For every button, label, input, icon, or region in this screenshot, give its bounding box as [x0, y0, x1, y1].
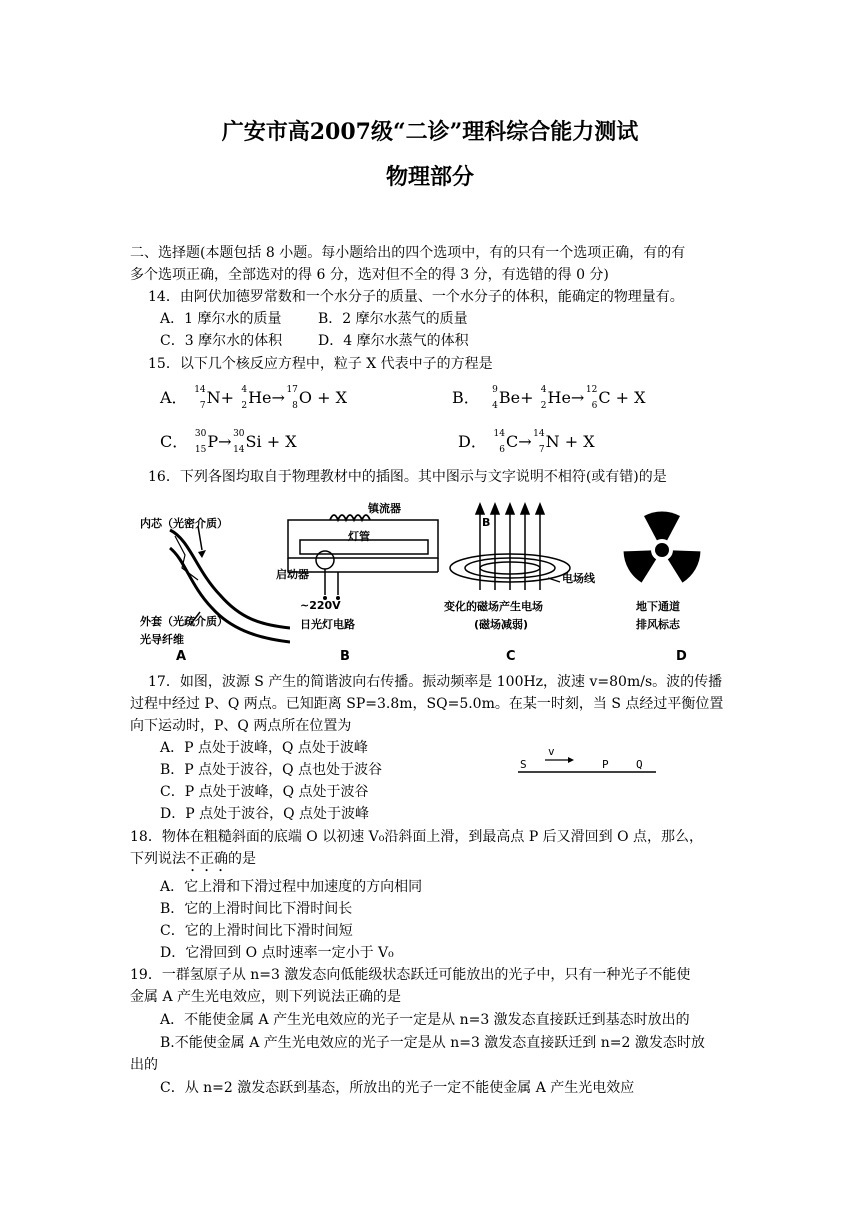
fig-a-letter: A: [176, 649, 187, 664]
fig-b-label-tube: 灯管: [348, 530, 370, 543]
nuc-si30: 30 14: [233, 428, 245, 455]
q15-option-b: B． 9 4 Be+ 4 2 He→ 12 6 C + X: [452, 384, 646, 411]
q19-option-c: C．从 n=2 激发态跃到基态，所放出的光子一定不能使金属 A 产生光电效应: [160, 1080, 635, 1096]
section-intro-line1: 二、选择题(本题包括 8 小题。每小题给出的四个选项中，有的只有一个选项正确，有的有: [130, 245, 686, 261]
q17-option-b: B．P 点处于波谷，Q 点也处于波谷: [160, 762, 383, 778]
q19-option-a: A．不能使金属 A 产生光电效应的光子一定是从 n=3 激发态直接跃迁到基态时放出的: [160, 1012, 690, 1028]
fig-d-letter: D: [676, 649, 687, 664]
fig-a-label-cladding: 外套（光疏介质）: [140, 615, 228, 628]
q17-line2: 过程中经过 P、Q 两点。已知距离 SP=3.8m，SQ=5.0m。在某一时刻，当 S 点经过平衡位置: [130, 696, 724, 712]
fig-a-label-fiber: 光导纤维: [140, 633, 184, 646]
q15-stem: 15．以下几个核反应方程中，粒子 X 代表中子的方程是: [148, 356, 493, 372]
q17-option-d: D．P 点处于波谷，Q 点处于波峰: [160, 806, 370, 822]
section-intro-line2: 多个选项正确，全部选对的得 6 分，选对但不全的得 3 分，有选错的得 0 分): [130, 267, 609, 283]
q14-option-d: D．4 摩尔水蒸气的体积: [318, 333, 469, 349]
q15-c-label: C．: [160, 432, 189, 451]
q19-option-b-line2: 出的: [130, 1057, 158, 1073]
q17-line1: 17．如图，波源 S 产生的简谐波向右传播。振动频率是 100Hz，波速 v=80m/s。波的传播: [148, 674, 723, 690]
q18-option-c: C．它的上滑时间比下滑时间短: [160, 923, 353, 939]
q17-line3: 向下运动时，P、Q 两点所在位置为: [130, 718, 352, 734]
q15-option-d: D． 14 6 C→ 14 7 N + X: [458, 428, 595, 455]
fig-d-label-ventilation: 排风标志: [636, 618, 680, 631]
nuc-n14: 14 7: [194, 384, 206, 411]
q18-option-b: B．它的上滑时间比下滑时间长: [160, 901, 353, 917]
nuc-p30: 30 15: [194, 428, 207, 455]
q18-option-d: D．它滑回到 O 点时速率一定小于 V₀: [160, 945, 394, 961]
nuc-he4: 4 2: [241, 384, 248, 411]
nuc-c14: 14 6: [493, 428, 505, 455]
q17-fig-p: P: [602, 758, 609, 771]
q18-line2: 下列说法不正确的是: [130, 851, 256, 867]
fig-c-label-weakening: (磁场减弱): [474, 618, 529, 631]
fig-b-label-starter: 启动器: [276, 568, 309, 581]
q17-fig-s: S: [520, 758, 527, 771]
fig-c-label-field-lines: 电场线: [562, 572, 595, 585]
nuc-n14-d: 14 7: [533, 428, 545, 455]
figure-d-radiation-symbol: [612, 505, 712, 595]
q19-line2: 金属 A 产生光电效应，则下列说法正确的是: [130, 989, 402, 1005]
q15-d-label: D．: [458, 432, 487, 451]
fig-d-label-underpass: 地下通道: [636, 600, 680, 613]
q18-line1: 18．物体在粗糙斜面的底端 O 以初速 V₀沿斜面上滑，到最高点 P 后又滑回到 O 点，那么，: [130, 829, 704, 845]
q14-option-a: A．1 摩尔水的质量: [160, 311, 282, 327]
nuc-be9: 9 4: [492, 384, 498, 411]
q15-option-c: C． 30 15 P→ 30 14 Si + X: [160, 428, 297, 455]
q19-line1: 19．一群氢原子从 n=3 激发态向低能级状态跃迁可能放出的光子中，只有一种光子不能使: [130, 967, 691, 983]
nuc-c12: 12 6: [585, 384, 598, 411]
fig-b-label-ballast: 镇流器: [368, 502, 401, 515]
q19-option-b-line1: B.不能使金属 A 产生光电效应的光子一定是从 n=3 激发态直接跃迁到 n=2 激发态时放: [160, 1035, 705, 1051]
q17-option-a: A．P 点处于波峰，Q 点处于波峰: [160, 740, 368, 756]
q15-option-a: A． 14 7 N+ 4 2 He→ 17 8 O + X: [160, 384, 347, 411]
fig-b-label-circuit: 日光灯电路: [300, 618, 355, 631]
q17-fig-v: v: [548, 745, 555, 758]
fig-b-letter: B: [340, 649, 350, 664]
q18-option-a: A．它上滑和下滑过程中加速度的方向相同: [160, 879, 423, 895]
page-subtitle: 物理部分: [385, 164, 474, 190]
q14-option-c: C．3 摩尔水的体积: [160, 333, 283, 349]
fig-c-label-caption: 变化的磁场产生电场: [444, 600, 543, 613]
fig-c-letter: C: [506, 649, 516, 664]
fig-a-label-core: 内芯（光密介质）: [140, 517, 228, 530]
nuc-o17: 17 8: [286, 384, 298, 411]
nuc-he4-b: 4 2: [540, 384, 547, 411]
q14-option-b: B．2 摩尔水蒸气的质量: [318, 311, 468, 327]
q15-b-label: B．: [452, 388, 480, 407]
q14-stem: 14．由阿伏加德罗常数和一个水分子的质量、一个水分子的体积，能确定的物理量有。: [148, 289, 684, 305]
q18-emphasis: 不正确: [186, 851, 228, 867]
q16-stem: 16．下列各图均取自于物理教材中的插图。其中图示与文字说明不相符(或有错)的是: [148, 469, 667, 485]
q15-a-label: A．: [160, 388, 188, 407]
page-title: 广安市高2007级“二诊”理科综合能力测试: [221, 119, 639, 145]
fig-b-label-voltage: ~220V: [300, 599, 341, 612]
q17-option-c: C．P 点处于波峰，Q 点处于波谷: [160, 784, 369, 800]
fig-c-label-b: B: [482, 516, 491, 529]
q17-fig-q: Q: [636, 758, 643, 771]
